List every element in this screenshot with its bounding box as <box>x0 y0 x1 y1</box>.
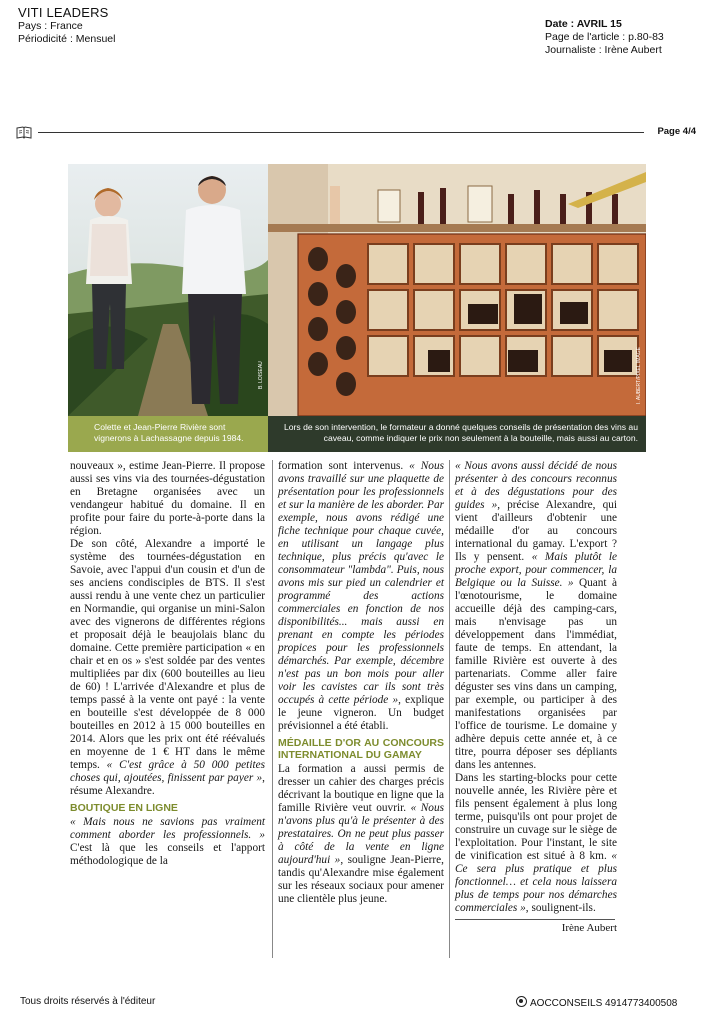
paragraph-text: formation sont intervenus. <box>278 460 410 472</box>
photo-caption-left: Colette et Jean-Pierre Rivière sont vignerons à Lachassagne depuis 1984. <box>68 416 268 452</box>
quote: « Nous n'avons plus qu'à le présenter à des prestataires. On ne peut plus passer à côté de la vente en ligne aujourd'hui » <box>278 802 444 866</box>
article-column-3 <box>455 460 617 935</box>
paragraph <box>70 538 265 798</box>
paragraph <box>278 460 444 733</box>
wine-cellar-photo <box>268 164 646 416</box>
paragraph <box>70 460 265 538</box>
document-code <box>516 996 677 1009</box>
paragraph-text: De son côté, Alexandre a importé le système des tournées-dégustation en Savoie, avec l'appui d'un cousin et d'un de ses anciens condisciples de BTS. Il s'est aussi rendu à une vente chez un particulier en Normandie, qui organise un mini-Salon avec des vignerons de différentes régions et proposait déjà le beaujolais blanc du domaine. Cette première participation « en chair et en os » s'est soldée par des ventes multipliées par dix (600 bouteilles au lieu de 60) ! L'arrivée d'Alexandre et plus de temps passé à la vente ont payé : la vente en bouteille s'est développée de 8 000 bouteilles en 2012 à 15 000 bouteilles en 2014. Alors que les prix ont été réévalués en moyenne de 1 € HT dans le même temps. <box>70 538 265 771</box>
section-heading: MÉDAILLE D'OR AU CONCOURS INTERNATIONAL DU GAMAY <box>278 737 444 761</box>
publication-title: VITI LEADERS <box>18 5 109 20</box>
paragraph-text: C'est là que les conseils et l'apport méthodologique de la <box>70 842 265 867</box>
article-meta <box>545 18 664 57</box>
paragraph-text: Quant à l'œnotourisme, le domaine accueille déjà des camping-cars, mais n'envisage pas un développement dans l'immédiat, faute de temps. En attendant, la famille Rivière est ouverte à des partenariats. Comme aller faire déguster ses vins dans un camping, par exemple, ou participer à des manifestations organisées par l'office de tourisme. Le domaine y adhère depuis cette année et, à ce titre, pourra déposer ses dépliants dans les antennes. <box>455 577 617 771</box>
paragraph-text: , souligne Jean-Pierre, tandis qu'Alexandre mise également sur les réseaux sociaux pour amener une clientèle plus jeune. <box>278 854 444 905</box>
paragraph-text: nouveaux », estime Jean-Pierre. Il propose aussi ses vins via des tournées-dégustation en Bretagne organisées avec un vendangeur habitué du domaine. Il en profite pour faire du porte-à-porte dans la région. <box>70 460 265 537</box>
quote: « Mais plutôt le proche export, pour commencer, la Belgique ou la Suisse. » <box>455 551 617 589</box>
document-code-text: AOCCONSEILS 4914773400508 <box>530 998 678 1009</box>
article-pages: Page de l'article : p.80-83 <box>545 31 664 43</box>
column-separator <box>449 460 450 958</box>
svg-text:B. LOISEAU: B. LOISEAU <box>258 361 264 389</box>
paragraph-text: , soulignent-ils. <box>525 902 596 914</box>
header-divider <box>38 132 644 133</box>
photo-strip <box>68 164 646 416</box>
svg-text:I. AUBERT/PIXEL IMAGE: I. AUBERT/PIXEL IMAGE <box>636 347 642 404</box>
author-signature: Irène Aubert <box>561 922 617 934</box>
page-rule-row <box>16 126 696 140</box>
vineyard-couple-illustration <box>68 164 268 416</box>
page-number: Page 4/4 <box>657 126 696 137</box>
quote: « Mais nous ne savions pas vraiment comment aborder les professionnels. » <box>70 816 265 841</box>
article-column-2 <box>278 460 444 906</box>
section-heading: BOUTIQUE EN LIGNE <box>70 802 178 814</box>
quote: « Ce sera plus pratique et plus fonctionnel… et cela nous laissera plus de temps pour nos démarches commerciales » <box>455 850 617 914</box>
cellar-shelving-illustration <box>268 164 646 416</box>
column-separator <box>272 460 273 958</box>
masthead <box>18 5 115 46</box>
paragraph <box>455 460 617 772</box>
paragraph <box>455 772 617 915</box>
quote: « Nous avons travaillé sur une plaquette de présentation pour les professionnels et sur la manière de les aborder. Par exemple, nous avons rédigé une fiche technique pour chaque cuvée, en utilisant un langage plus technique, plus précis qu'avec le consommateur "lambda". Puis, nous avons mis sur pied un calendrier et programmé des actions commerciales en fonction de nos disponibilités... mais aussi en prenant en compte les périodes propices pour les professionnels démarchés. Par exemple, décembre n'est pas un bon mois pour aller voir les cavistes car ils sont très occupés à cette période » <box>278 460 444 706</box>
copyright-notice: Tous droits réservés à l'éditeur <box>20 996 156 1007</box>
paragraph <box>278 763 444 906</box>
signature-divider <box>455 919 615 920</box>
book-icon <box>16 126 32 139</box>
paragraph <box>70 816 265 868</box>
paragraph-text: , explique le jeune vigneron. Un budget prévisionnel a été établi. <box>278 694 444 732</box>
journalist-name: Journaliste : Irène Aubert <box>545 44 662 56</box>
photo-caption-right: Lors de son intervention, le formateur a donné quelques conseils de présentation des vins au caveau, comme indiquer le prix non seulement à la bouteille, mais aussi au carton. <box>268 416 646 452</box>
paragraph-text: La formation a aussi permis de dresser un cahier des charges précis décrivant la boutique en ligne que la famille Rivière veut ouvrir. <box>278 763 444 814</box>
quote: « C'est grâce à 50 000 petites choses qui, ajoutées, finissent par payer » <box>70 759 266 784</box>
record-icon <box>516 996 527 1007</box>
country-line: Pays : France <box>18 20 83 32</box>
vineyard-portrait-photo <box>68 164 268 416</box>
paragraph-text: , précise Alexandre, qui vient d'ailleurs d'obtenir une médaille d'or au concours international du gamay. L'export ? Ils y pensent. <box>455 499 617 563</box>
quote: « Nous avons aussi décidé de nous présenter à des concours reconnus et à des dégustations pour des guides » <box>455 460 617 511</box>
paragraph-text: Dans les starting-blocks pour cette nouvelle année, les Rivière père et fils pensent également à plus long terme, puisqu'ils ont pour projet de construire un cuvage sur le siège de l'exploitation. Pour l'instant, le site de vinification est situé à 8 km. <box>455 772 617 862</box>
issue-date: Date : AVRIL 15 <box>545 18 622 30</box>
article-column-1 <box>70 460 265 868</box>
periodicity-line: Périodicité : Mensuel <box>18 33 116 45</box>
paragraph-text: , résume Alexandre. <box>70 772 265 797</box>
